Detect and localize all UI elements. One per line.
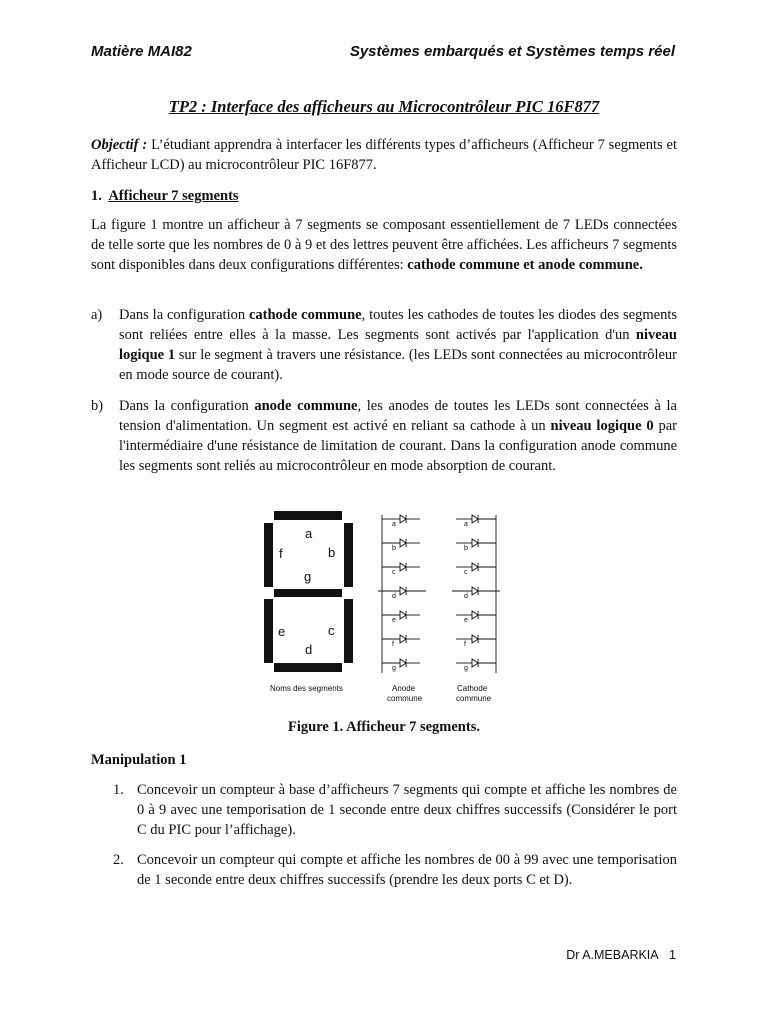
seg-label-e: e xyxy=(278,624,286,639)
anode-commune-diagram xyxy=(378,515,426,673)
manipulation-heading: Manipulation 1 xyxy=(91,752,187,768)
item-a-text: Dans la configuration cathode commune, toutes les cathodes de toutes les diodes des segments sont reliées entre elles à la masse. Les segments sont activés par l'application d'un niveau logique 1 sur le segment à travers une résistance. (les LEDs sont connectées au microcontrôleur en mode source de courant). xyxy=(119,307,677,383)
anode-diodes xyxy=(378,515,426,667)
list-item: 1. Concevoir un compteur à base d’afficheurs 7 segments qui compte et affiche les nombres de 0 à 9 avec une temporisation de 1 seconde entre deux chiffres successifs (Considérer le port C du PIC pour l’affichage). xyxy=(113,782,677,838)
segment-d-bar xyxy=(274,663,342,672)
objective-text: L’étudiant apprendra à interfacer les différents types d’afficheurs (Afficheur 7 segments et Afficheur LCD) au microcontrôleur PIC 16F877. xyxy=(91,137,677,173)
seg-label-f: f xyxy=(279,546,283,561)
svg-text:f: f xyxy=(392,641,394,648)
seg-label-c: c xyxy=(328,623,335,638)
label-cathode-2: commune xyxy=(456,694,492,703)
section-title: Afficheur 7 segments xyxy=(108,188,239,204)
svg-text:a: a xyxy=(464,521,468,528)
section-number: 1. xyxy=(91,188,102,204)
segment-f-bar xyxy=(264,523,273,587)
segment-e-bar xyxy=(264,599,273,663)
svg-text:c: c xyxy=(464,569,468,576)
item-b-text: Dans la configuration anode commune, les anodes de toutes les LEDs sont connectées à la tension d'alimentation. Un segment est activé en reliant sa cathode à un niveau logique 0 par l'intermédiaire d'une résistance de limitation de courant. Dans la configuration anode commune les segments sont reliés au microcontrôleur en mode absorption de courant. xyxy=(119,398,677,474)
label-segment-names: Noms des segments xyxy=(270,684,343,693)
segment-g-bar xyxy=(274,589,342,597)
item-b-label: b) xyxy=(91,398,104,414)
svg-text:d: d xyxy=(392,593,396,600)
segment-b-bar xyxy=(344,523,353,587)
seg-label-b: b xyxy=(328,545,336,560)
item-a-label: a) xyxy=(91,307,103,323)
svg-text:f: f xyxy=(464,641,466,648)
svg-text:e: e xyxy=(392,617,396,624)
segment-c-bar xyxy=(344,599,353,663)
footer-author: Dr A.MEBARKIA xyxy=(566,948,659,962)
section-heading xyxy=(91,186,677,206)
svg-text:e: e xyxy=(464,617,468,624)
list-item: 2. Concevoir un compteur qui compte et affiche les nombres de 00 à 99 avec une temporisation de 1 seconde entre deux chiffres successifs (prendre les deux ports C et D). xyxy=(113,852,677,888)
svg-text:c: c xyxy=(392,569,396,576)
intro-bold: cathode commune et anode commune. xyxy=(407,257,643,273)
svg-text:b: b xyxy=(464,545,468,552)
svg-text:d: d xyxy=(464,593,468,600)
svg-text:g: g xyxy=(392,665,396,672)
cathode-diodes xyxy=(452,515,500,667)
figure-caption: Figure 1. Afficheur 7 segments. xyxy=(288,719,480,735)
intro-paragraph xyxy=(91,215,677,275)
objective-label: Objectif : xyxy=(91,137,148,153)
intro-text: La figure 1 montre un afficheur à 7 segments se composant essentiellement de 7 LEDs connectées de telle sorte que les nombres de 0 à 9 et des lettres peuvent être affichées. Les afficheurs 7 segments sont disponibles dans deux configurations différentes: xyxy=(91,217,677,273)
label-anode: Anode xyxy=(392,684,416,693)
svg-text:b: b xyxy=(392,545,396,552)
label-cathode: Cathode xyxy=(457,684,488,693)
list-item-b xyxy=(91,396,677,476)
page-footer xyxy=(566,948,676,962)
page-number: 1 xyxy=(669,948,676,962)
header-course: Matière MAI82 xyxy=(91,43,192,60)
label-anode-2: commune xyxy=(387,694,423,703)
objective-paragraph xyxy=(91,135,677,175)
seg-label-a: a xyxy=(305,526,313,541)
segment-a-bar xyxy=(274,511,342,520)
seg-label-g: g xyxy=(304,569,312,584)
document-title: TP2 : Interface des afficheurs au Microcontrôleur PIC 16F877 xyxy=(168,97,600,116)
header-subject: Systèmes embarqués et Systèmes temps réel xyxy=(349,43,675,60)
cathode-commune-diagram xyxy=(452,515,500,673)
svg-text:a: a xyxy=(392,521,396,528)
seg-label-d: d xyxy=(305,642,313,657)
list-item-a xyxy=(91,305,677,385)
seven-segment-figure xyxy=(256,505,516,705)
svg-text:g: g xyxy=(464,665,468,672)
